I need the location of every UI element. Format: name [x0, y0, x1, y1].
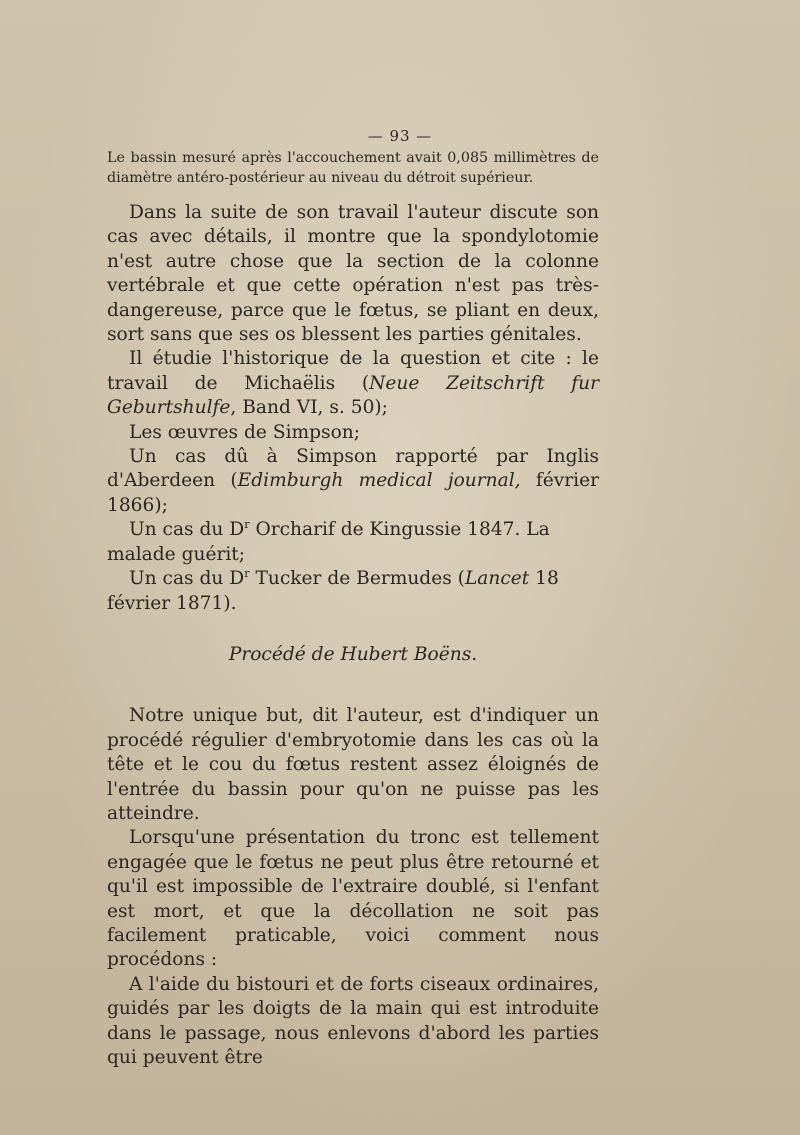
section-title: Procédé de Hubert Boëns.	[228, 643, 478, 665]
orcharif-sup: r	[244, 518, 250, 532]
tucker-text-a: Un cas du D	[129, 568, 245, 590]
paragraph-inglis-case	[107, 445, 599, 518]
page-number: — 93 —	[367, 127, 433, 145]
paragraph-history	[107, 347, 599, 420]
history-text-b: , Band VI, s. 50);	[230, 397, 388, 419]
paragraph-discussion: Dans la suite de son travail l'auteur discute son cas avec détails, il montre que la spondylotomie n'est autre chose que la section de la colonne vertébrale et que cette opération n'est pas très-dangereuse, parce que le fœtus, se pliant en deux, sort sans que ses os blessent les parties génitales.	[107, 202, 599, 346]
paragraph-tucker-case	[107, 567, 599, 616]
body-text	[107, 201, 599, 1070]
footnote-paragraph	[107, 148, 599, 188]
journal-lancet: Lancet	[464, 568, 530, 590]
paragraph-purpose: Notre unique but, dit l'auteur, est d'indiquer un procédé régulier d'embryotomie dans les cas où la tête et le cou du fœtus restent assez éloignés de l'entrée du bassin pour qu'on ne puisse pas les atteindre.	[107, 705, 599, 824]
orcharif-text-a: Un cas du D	[129, 519, 245, 541]
inglis-text-a: Un cas dû à Simpson rapporté par Inglis d'Aberdeen (	[107, 446, 599, 492]
tucker-text-c: 18 février 1871).	[107, 568, 559, 614]
paragraph-orcharif-case	[107, 518, 599, 567]
paragraph-simpson-works: Les œuvres de Simpson;	[129, 421, 361, 443]
tucker-sup: r	[244, 566, 250, 580]
inglis-text-b: février 1866);	[107, 470, 599, 516]
journal-neue-zeitschrift: Neue Zeitschrift fur Geburtshulfe	[107, 372, 599, 419]
journal-edimburgh: Edimburgh medical journal,	[237, 470, 521, 492]
orcharif-text-b: Orcharif de Kingussie 1847. La malade guérit;	[107, 519, 550, 565]
tucker-text-b: Tucker de Bermudes (	[249, 568, 465, 590]
pelvis-measure-note: Le bassin mesuré après l'accouchement avait 0,085 millimètres de diamètre antéro-postérieur au niveau du détroit supérieur.	[107, 150, 599, 186]
history-text-a: Il étudie l'historique de la question et cite : le travail de Michaëlis (	[107, 348, 599, 394]
paragraph-procedure: A l'aide du bistouri et de forts ciseaux ordinaires, guidés par les doigts de la main qui est introduite dans le passage, nous enlevons d'abord les parties qui peuvent être	[107, 973, 599, 1068]
paragraph-presentation: Lorsqu'une présentation du tronc est tellement engagée que le fœtus ne peut plus être retourné et qu'il est impossible de l'extraire doublé, si l'enfant est mort, et que la décollation ne soit pas facilement praticable, voici comment nous procédons :	[107, 827, 599, 971]
